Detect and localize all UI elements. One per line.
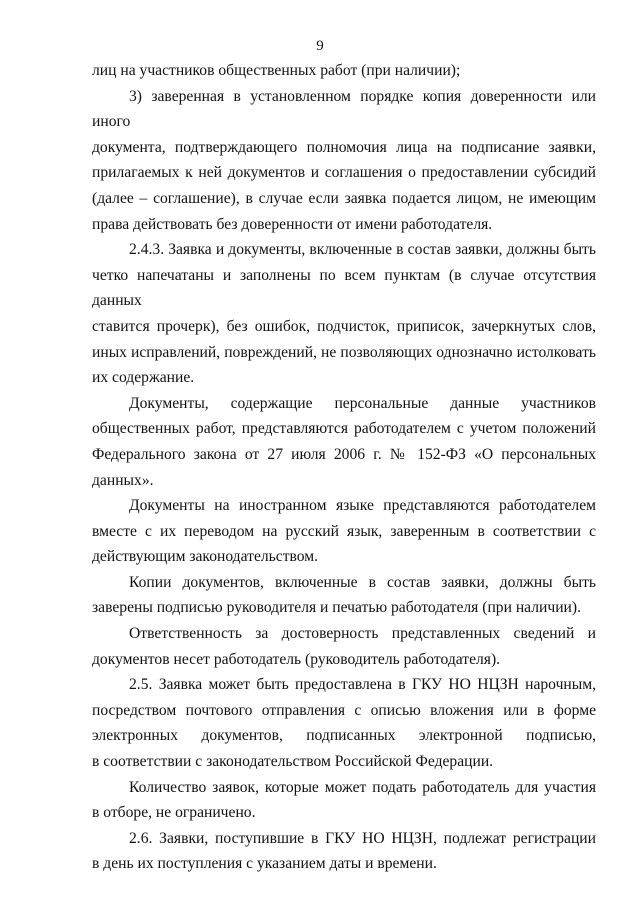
text-line: 2.4.3. Заявка и документы, включенные в состав заявки, должны быть [129,241,596,259]
paragraph [92,493,596,570]
text-line: Документы на иностранном языке представляются работодателем [129,497,596,515]
text-line: ставится прочерк), без ошибок, подчисток, приписок, зачеркнутых слов, [92,317,596,335]
text-line: прилагаемых к ней документов и соглашения о предоставлении субсидий [92,164,596,182]
text-line: в соответствии с законодательством Российской Федерации. [92,753,494,771]
text-line: документов несет работодатель (руководитель работодателя). [92,650,501,668]
text-line: документа, подтверждающего полномочия лица на подписание заявки, [92,138,596,156]
paragraph [92,621,596,672]
text-line: 2.6. Заявки, поступившие в ГКУ НО НЦЗН, подлежат регистрации [129,829,596,847]
text-line: права действовать без доверенности от имени работодателя. [92,215,493,233]
text-line: в отборе, не ограничено. [92,804,256,822]
text-line: вместе с их переводом на русский язык, заверенным в соответствии с [92,522,596,540]
paragraph [92,775,596,826]
paragraph [92,672,596,774]
paragraph [92,84,596,238]
paragraph [92,58,596,84]
text-line: Федерального закона от 27 июля 2006 г. № 152-ФЗ «О персональных [92,445,596,463]
text-line: электронных документов, подписанных электронной подписью, [92,727,596,745]
text-line: (далее – соглашение), в случае если заявка подается лицом, не имеющим [92,189,596,207]
text-line: общественных работ, представляются работодателем с учетом положений [92,420,596,438]
paragraph [92,570,596,621]
text-line: в день их поступления с указанием даты и времени. [92,855,437,873]
paragraph [92,826,596,877]
text-line: иных исправлений, повреждений, не позволяющих однозначно истолковать [92,343,596,361]
text-line: Количество заявок, которые может подать работодатель для участия [129,778,596,796]
text-line: заверены подписью руководителя и печатью работодателя (при наличии). [92,599,581,617]
text-line: четко напечатаны и заполнены по всем пунктам (в случае отсутствия данных [92,266,596,310]
text-line: Копии документов, включенные в состав заявки, должны быть [129,573,596,591]
text-line: лиц на участников общественных работ (при наличии); [92,62,461,79]
text-line: Ответственность за достоверность представленных сведений и [129,625,596,643]
text-line: 2.5. Заявка может быть предоставлена в ГКУ НО НЦЗН нарочным, [129,676,596,694]
text-line: посредством почтового отправления с описью вложения или в форме [92,701,596,719]
paragraph [92,237,596,391]
text-line: данных». [92,471,154,489]
text-line: 3) заверенная в установленном порядке копия доверенности или иного [92,87,596,131]
document-body [92,58,596,877]
paragraph [92,391,596,493]
text-line: их содержание. [92,369,195,387]
text-line: действующим законодательством. [92,548,319,566]
text-line: Документы, содержащие персональные данные участников [129,394,596,412]
page-number: 9 [316,38,324,54]
